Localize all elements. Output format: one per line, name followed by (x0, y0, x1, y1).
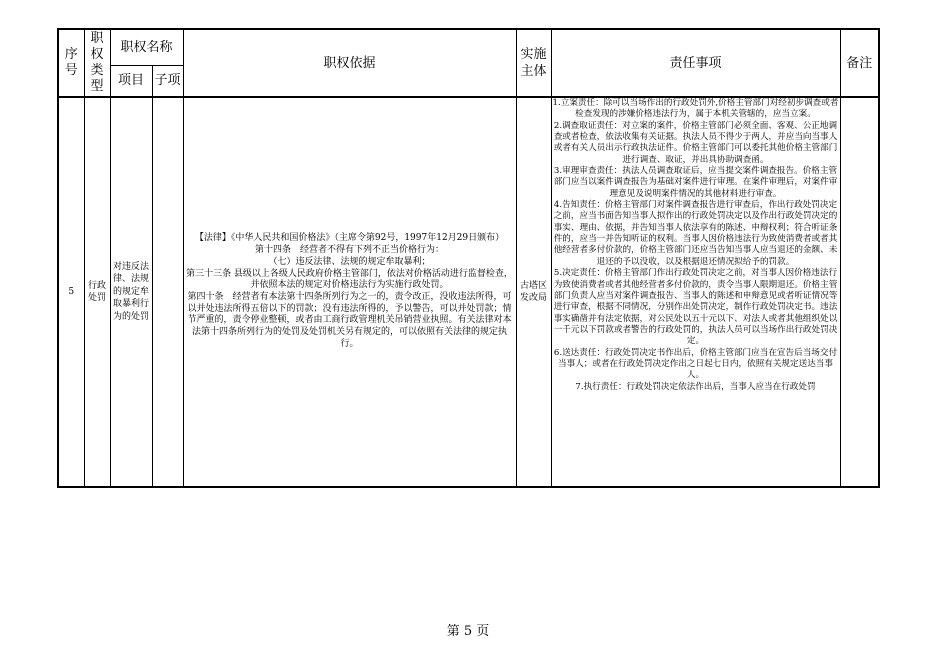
basis-line: 第十四条 经营者不得有下列不正当价格行为： (254, 245, 444, 256)
header-subject: 实施主体 (516, 29, 551, 97)
row-seq: 5 (58, 97, 84, 487)
basis-line: 【法律】《中华人民共和国价格法》（主席令第92号，1997年12月29日颁布） (194, 233, 505, 244)
responsibility-line: 1.立案责任：除可以当场作出的行政处罚外,价格主管部门对经初步调查或者检查发现的涉嫌价格违法行为，属于本机关管辖的，应当立案。 (552, 98, 839, 120)
header-note: 备注 (840, 29, 879, 97)
header-name-group: 职权名称 (110, 29, 183, 65)
row-responsibility (551, 97, 840, 487)
row-basis (183, 97, 516, 487)
row-item: 对违反法律、法规的规定牟取暴利行为的处罚 (110, 97, 152, 487)
row-subitem (152, 97, 183, 487)
header-basis: 职权依据 (183, 29, 516, 97)
table-row (58, 97, 879, 487)
row-type: 行政处罚 (84, 97, 110, 487)
basis-line: 第四十条 经营者有本法第十四条所列行为之一的，责令改正，没收违法所得，可以并处违法所得五倍以下的罚款；没有违法所得的，予以警告，可以并处罚款；情节严重的，责令停业整顿，或者由工商行政管理机关吊销营业执照。有关法律对本法第十四条所列行为的处罚及处罚机关另有规定的，可以依照有关法律的规定执行。 (187, 292, 512, 349)
footer-prefix: 第 (446, 624, 460, 639)
row-note (840, 97, 879, 487)
page-number: 5 (463, 624, 473, 639)
header-seq: 序号 (58, 29, 84, 97)
power-list-table (57, 28, 880, 488)
responsibility-line: 7.执行责任：行政处罚决定依法作出后，当事人应当在行政处罚 (575, 381, 816, 392)
header-item: 项目 (110, 65, 152, 97)
responsibility-line: 6.送达责任：行政处罚决定书作出后，价格主管部门应当在宣告后当场交付当事人；或者在行政处罚决定作出之日起七日内，依照有关规定送达当事人。 (553, 347, 838, 381)
page-footer (0, 620, 936, 639)
responsibility-line: 3.审理审查责任：执法人员调查取证后，应当提交案件调查报告。价格主管部门应当以案件调查报告为基础对案件进行审理。在案件审理后，对案件审理意见及说明案件情况的其他材料进行审查。 (553, 166, 838, 199)
row-subject: 古塔区发改局 (516, 97, 551, 487)
responsibility-line: 5.决定责任：价格主管部门作出行政处罚决定之前，对当事人因价格违法行为致使消费者或者其他经营者多付价款的，责令当事人限期退还。价格主管部门负责人应当对案件调查报告、当事人的陈述和申辩意见或者听证情况等进行审查，根据不同情况，分别作出处罚决定，制作行政处罚决定书。违法事实确凿并有法定依据，对公民处以五十元以下、对法人或者其他组织处以一千元以下罚款或者警告的行政处罚的，执法人员可以当场作出行政处罚决定。 (553, 268, 838, 347)
footer-suffix: 页 (476, 624, 490, 639)
responsibility-line: 4.告知责任：价格主管部门对案件调查报告进行审查后，作出行政处罚决定之前，应当书面告知当事人拟作出的行政处罚决定以及作出行政处罚决定的事实、理由、依据，并告知当事人依法享有的陈述、申辩权利；符合听证条件的，应当一并告知听证的权利。当事人因价格违法行为致使消费者或者其他经营者多付价款的，价格主管部门还应当告知当事人应当退还的金额、未退还的予以没收，以及根据退还情况拟给予的罚款。 (553, 200, 838, 267)
header-subitem: 子项 (152, 65, 183, 97)
basis-line: （七）违反法律、法规的规定牟取暴利； (268, 256, 431, 267)
responsibility-line: 2.调查取证责任：对立案的案件，价格主管部门必须全面、客观、公正地调查或者检查，依法收集有关证据。执法人员不得少于两人，并应当向当事人或者有关人员出示行政执法证件。价格主管部门可以委托其他价格主管部门进行调查、取证，并出具协助调查函。 (553, 120, 838, 165)
header-type: 职权类型 (84, 29, 110, 97)
header-responsibility: 责任事项 (551, 29, 840, 97)
basis-line: 第三十三条 县级以上各级人民政府价格主管部门，依法对价格活动进行监督检查，并依照本法的规定对价格违法行为实施行政处罚。 (186, 268, 513, 291)
